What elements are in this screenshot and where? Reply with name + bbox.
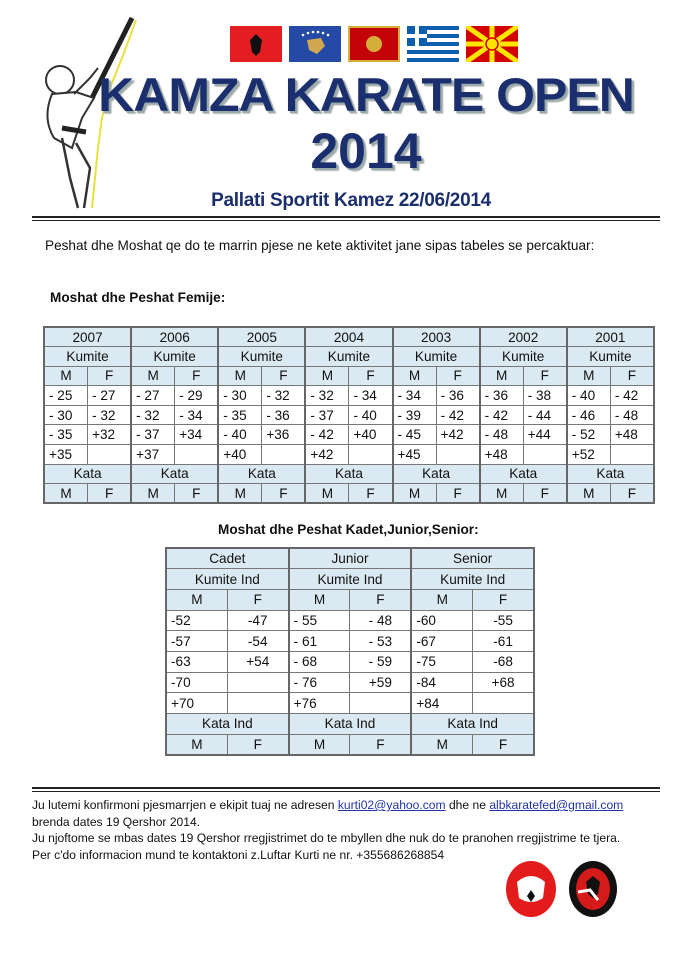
weight-cell-male: -75 [411,651,472,672]
albania-flag-icon [230,26,282,62]
group-header: 2006 [131,327,218,347]
children-heading: Moshat dhe Peshat Femije: [50,290,226,305]
weight-cell-male: - 34 [393,386,437,406]
weight-cell-male: - 40 [218,425,262,445]
female-header: F [349,366,393,386]
group-header: 2001 [567,327,654,347]
weight-cell-female [610,445,654,465]
event-year: 2014 [310,123,422,179]
group-header: 2007 [44,327,131,347]
kata-male: M [393,484,437,504]
kata-header: Kata [480,464,567,484]
weight-cell-female: +34 [175,425,219,445]
kumite-header: Kumite [567,347,654,367]
kata-male: M [289,734,350,755]
kata-header: Kata Ind [411,714,534,735]
weight-cell-male: -84 [411,672,472,693]
kumite-header: Kumite [480,347,567,367]
weight-row [166,672,534,693]
kata-female: F [436,484,480,504]
weight-cell-female: +42 [436,425,480,445]
weight-row [44,425,654,445]
kata-male: M [218,484,262,504]
weight-cell-male: -67 [411,631,472,652]
weight-cell-male: +70 [166,693,227,714]
kosovo-flag-icon [289,26,341,62]
weight-cell-male: +45 [393,445,437,465]
weight-cell-female [349,445,393,465]
weight-cell-male: - 68 [289,651,350,672]
email-link-gmail[interactable]: albkaratefed@gmail.com [489,798,624,812]
female-header: F [610,366,654,386]
weight-cell-male: +42 [305,445,349,465]
kata-header: Kata [131,464,218,484]
weight-cell-female: -55 [473,610,534,631]
kumite-header: Kumite Ind [166,569,289,590]
weight-cell-male: -63 [166,651,227,672]
male-header: M [289,589,350,610]
weight-cell-female: +44 [523,425,567,445]
weight-row [166,610,534,631]
male-header: M [480,366,524,386]
kumite-header: Kumite [393,347,480,367]
weight-cell-male: -52 [166,610,227,631]
weight-row [44,445,654,465]
weight-cell-female [523,445,567,465]
kata-row [166,714,534,735]
kata-female: F [350,734,411,755]
weight-cell-male: - 27 [131,386,175,406]
weight-cell-male: +48 [480,445,524,465]
weight-cell-male: +84 [411,693,472,714]
weight-cell-female: +36 [262,425,306,445]
event-title: KAMZA KARATE OPEN [98,68,634,122]
albanian-karate-federation-logo [568,860,618,918]
gender-row [44,366,654,386]
kumite-header: Kumite Ind [289,569,412,590]
footer-notes [32,797,672,863]
female-header: F [227,589,288,610]
divider [32,216,660,221]
footer-text: dhe ne [445,798,490,812]
kata-gender-row [44,484,654,504]
kata-header: Kata Ind [289,714,412,735]
weight-cell-female [227,693,288,714]
weight-cell-male: - 30 [218,386,262,406]
weight-cell-female: - 48 [610,405,654,425]
male-header: M [567,366,611,386]
group-header: Junior [289,548,412,569]
kata-female: F [473,734,534,755]
weight-cell-female: - 32 [88,405,132,425]
weight-cell-male: -70 [166,672,227,693]
group-header: 2004 [305,327,392,347]
kata-gender-row [166,734,534,755]
weight-cell-male: - 32 [305,386,349,406]
kata-header: Kata [393,464,480,484]
weight-row [166,651,534,672]
children-weights-table [43,326,655,504]
weight-cell-male: - 40 [567,386,611,406]
weight-row [166,693,534,714]
female-header: F [523,366,567,386]
weight-cell-female: - 40 [349,405,393,425]
weight-cell-male: - 45 [393,425,437,445]
flags-row [230,26,518,62]
weight-cell-male: +40 [218,445,262,465]
weight-cell-female [350,693,411,714]
female-header: F [436,366,480,386]
weight-cell-female: -68 [473,651,534,672]
weight-cell-male: - 30 [44,405,88,425]
kata-header: Kata [305,464,392,484]
weight-cell-female: - 38 [523,386,567,406]
kumite-header: Kumite Ind [411,569,534,590]
footer-closing-note: Ju njoftome se mbas dates 19 Qershor rregjistrimet do te mbyllen dhe nuk do te pranohen rregjistrime te tjera. [32,831,621,845]
kumite-row [166,569,534,590]
weight-cell-male: - 36 [480,386,524,406]
weight-cell-female: - 32 [262,386,306,406]
weight-cell-male: +52 [567,445,611,465]
weight-cell-male: - 35 [218,405,262,425]
karate-club-logo [505,860,557,918]
weight-cell-female: +54 [227,651,288,672]
weight-cell-male: - 37 [305,405,349,425]
group-row [166,548,534,569]
kata-male: M [131,484,175,504]
weight-cell-female: - 36 [262,405,306,425]
weight-cell-female: - 34 [175,405,219,425]
weight-cell-male: - 52 [567,425,611,445]
weight-cell-female: -61 [473,631,534,652]
group-header: Cadet [166,548,289,569]
kumite-header: Kumite [131,347,218,367]
weight-cell-male: +35 [44,445,88,465]
montenegro-flag-icon [348,26,400,62]
seniors-weights-table [165,547,535,756]
weight-cell-male: +37 [131,445,175,465]
kata-male: M [411,734,472,755]
weight-cell-female [175,445,219,465]
gender-row [166,589,534,610]
male-header: M [393,366,437,386]
weight-row [44,405,654,425]
weight-cell-male: - 61 [289,631,350,652]
kumite-row [44,347,654,367]
weight-cell-male: - 32 [131,405,175,425]
female-header: F [262,366,306,386]
weight-cell-male: - 42 [305,425,349,445]
kata-row [44,464,654,484]
kata-female: F [610,484,654,504]
male-header: M [218,366,262,386]
seniors-heading: Moshat dhe Peshat Kadet,Junior,Senior: [218,522,479,537]
divider [32,787,660,792]
kumite-header: Kumite [44,347,131,367]
weight-cell-male: - 35 [44,425,88,445]
weight-cell-female [473,693,534,714]
weight-cell-female: - 44 [523,405,567,425]
kata-male: M [305,484,349,504]
kata-female: F [88,484,132,504]
male-header: M [131,366,175,386]
weight-row [166,631,534,652]
weight-cell-female: - 42 [610,386,654,406]
weight-cell-female: -47 [227,610,288,631]
weight-cell-female [227,672,288,693]
kata-male: M [567,484,611,504]
kata-header: Kata [44,464,131,484]
weight-cell-male: - 25 [44,386,88,406]
kumite-header: Kumite [218,347,305,367]
intro-text: Peshat dhe Moshat qe do te marrin pjese ne kete aktivitet jane sipas tabeles se percaktuar: [45,238,595,253]
kumite-header: Kumite [305,347,392,367]
male-header: M [166,589,227,610]
male-header: M [305,366,349,386]
weight-row [44,386,654,406]
weight-cell-female: +40 [349,425,393,445]
kata-female: F [175,484,219,504]
weight-cell-female [436,445,480,465]
kata-female: F [227,734,288,755]
weight-cell-female: +48 [610,425,654,445]
group-header: 2003 [393,327,480,347]
footer-text: Ju lutemi konfirmoni pjesmarrjen e ekipit tuaj ne adresen [32,798,338,812]
weight-cell-female: - 48 [350,610,411,631]
weight-cell-male: -57 [166,631,227,652]
weight-cell-female: - 36 [436,386,480,406]
weight-cell-male: -60 [411,610,472,631]
male-header: M [44,366,88,386]
group-row [44,327,654,347]
kata-female: F [262,484,306,504]
weight-cell-male: - 46 [567,405,611,425]
email-link-yahoo[interactable]: kurti02@yahoo.com [337,798,446,812]
male-header: M [411,589,472,610]
weight-cell-female: - 29 [175,386,219,406]
kata-header: Kata [567,464,654,484]
weight-cell-female [88,445,132,465]
weight-cell-female: +59 [350,672,411,693]
footer-contact: Per c'do informacion mund te kontaktoni z.Luftar Kurti ne nr. +355686268854 [32,847,445,862]
weight-cell-male: - 42 [480,405,524,425]
weight-cell-female: - 59 [350,651,411,672]
female-header: F [175,366,219,386]
female-header: F [350,589,411,610]
female-header: F [88,366,132,386]
group-header: 2002 [480,327,567,347]
weight-cell-female: -54 [227,631,288,652]
kata-female: F [523,484,567,504]
group-header: Senior [411,548,534,569]
weight-cell-female: - 42 [436,405,480,425]
weight-cell-female: +32 [88,425,132,445]
weight-cell-female: +68 [473,672,534,693]
group-header: 2005 [218,327,305,347]
macedonia-flag-icon [466,26,518,62]
weight-cell-female: - 34 [349,386,393,406]
greece-flag-icon [407,26,459,62]
weight-cell-female: - 27 [88,386,132,406]
kata-male: M [44,484,88,504]
kata-header: Kata Ind [166,714,289,735]
kata-male: M [166,734,227,755]
kata-male: M [480,484,524,504]
event-venue-date: Pallati Sportit Kamez 22/06/2014 [211,190,491,211]
weight-cell-male: - 37 [131,425,175,445]
weight-cell-male: - 76 [289,672,350,693]
kata-header: Kata [218,464,305,484]
female-header: F [473,589,534,610]
weight-cell-male: - 55 [289,610,350,631]
weight-cell-male: +76 [289,693,350,714]
kata-female: F [349,484,393,504]
footer-deadline: brenda dates 19 Qershor 2014. [32,814,201,829]
weight-cell-male: - 48 [480,425,524,445]
weight-cell-female [262,445,306,465]
weight-cell-male: - 39 [393,405,437,425]
weight-cell-female: - 53 [350,631,411,652]
